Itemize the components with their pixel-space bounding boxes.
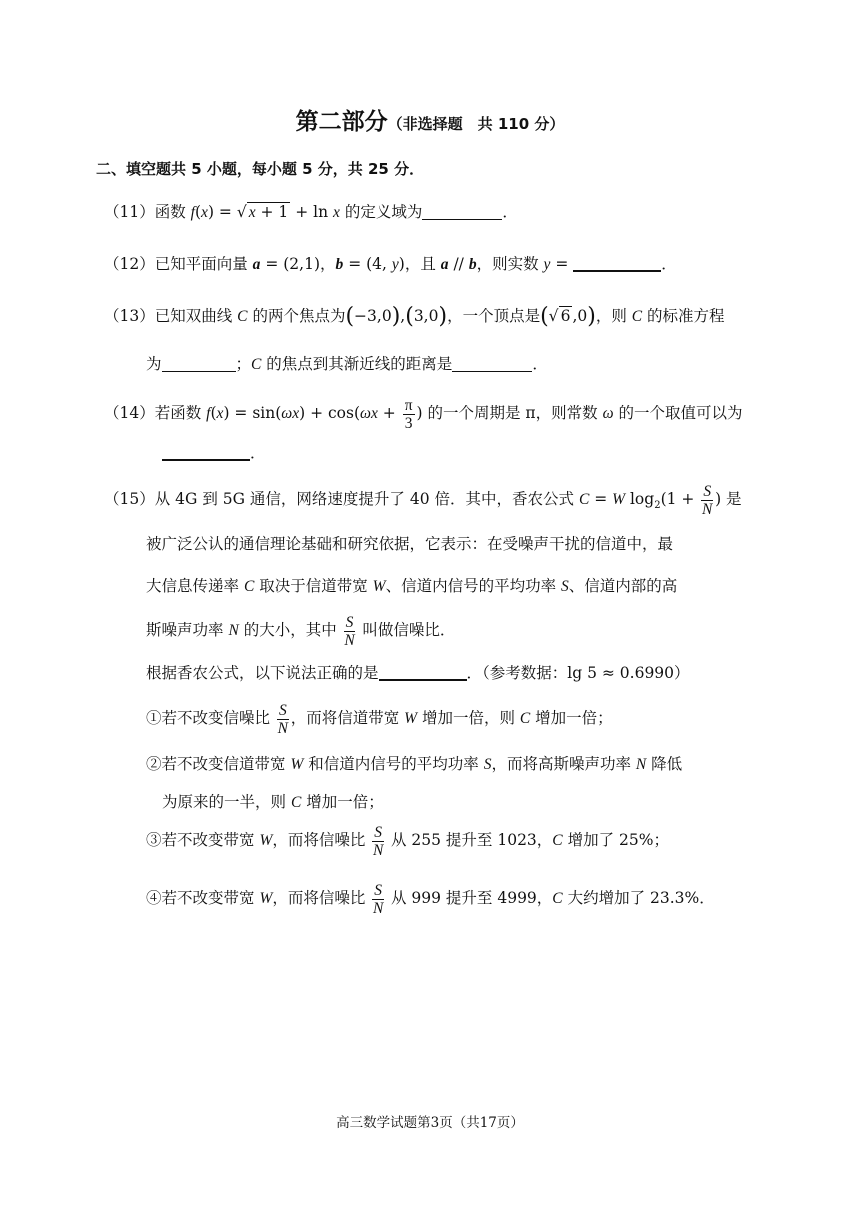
question-15-line-5: 根据香农公式，以下说法正确的是 ．（参考数据：lg 5 ≈ 0.6990） [146,664,690,682]
answer-blank[interactable] [422,203,502,220]
question-14-line-2: ． [162,441,266,465]
answer-blank[interactable] [162,355,236,372]
question-15-line-2: 被广泛公认的通信理论基础和研究依据，它表示：在受噪声干扰的信道中，最 [146,535,674,553]
question-15: （15）从 4G 到 5G 通信，网络速度提升了 40 倍．其中，香农公式 C = W $\log_2(1$ + $\frac{S}{N}$ ) 是 [104,482,742,518]
question-11: （11）函数 f(x) = √ x + 1 + ln x 的定义域为 ． [104,203,518,221]
question-13: （13）已知双曲线 C 的两个焦点为(−3,0),(3,0)，一个顶点是(√ 6 ,0)，则 C 的标准方程 [104,304,725,329]
answer-blank[interactable] [162,443,250,461]
part-subtitle: （非选择题 共 110 分） [387,115,565,133]
reference-data: lg 5 ≈ 0.6990 [567,664,675,682]
section-heading: 二、填空题共 5 小题，每小题 5 分，共 25 分． [96,160,425,178]
question-number: （11） [104,203,155,221]
question-15-line-3: 大信息传递率 C 取决于信道带宽 W、信道内信号的平均功率 S、信道内部的高 [146,577,678,595]
option-4: ④若不改变带宽 W，而将信噪比 $\frac{S}{N}$ 从 999 提升至 4999，C 大约增加了 23.3%． [146,881,715,917]
page-title [0,107,860,139]
question-number: （13） [104,307,155,325]
question-number: （15） [104,490,155,508]
question-15-line-4: 斯噪声功率 N 的大小，其中 $\frac{S}{N}$ 叫做信噪比． [146,613,456,649]
question-14: （14）若函数 f(x) = sin(ωx) + cos(ωx + $\frac{\pi}{3}$ ) 的一个周期是 π，则常数 ω 的一个取值可以为 [104,396,743,432]
question-number: （14） [104,404,155,422]
page-footer: 高三数学试题第3页（共17页） [336,1115,524,1131]
question-12: （12）已知平面向量 a = (2,1)，b = (4, y)，且 a // b，则实数 y = ． [104,255,677,273]
part-title: 第二部分 [295,109,388,135]
option-2-line-2: 为原来的一半，则 C 增加一倍； [162,793,384,811]
formula: f [190,204,195,221]
option-2: ②若不改变信道带宽 W 和信道内信号的平均功率 S，而将高斯噪声功率 N 降低 [146,755,683,773]
question-number: （12） [104,255,155,273]
question-13-line-2: 为 ；C 的焦点到其渐近线的距离是 ． [146,355,548,373]
answer-blank[interactable] [573,254,661,272]
answer-blank[interactable] [452,355,532,372]
option-3: ③若不改变带宽 W，而将信噪比 $\frac{S}{N}$ 从 255 提升至 1023，C 增加了 25%； [146,823,669,859]
option-1: ①若不改变信噪比 $\frac{S}{N}$ ，而将信道带宽 W 增加一倍，则 C 增加一倍； [146,701,613,737]
answer-blank[interactable] [379,663,467,681]
